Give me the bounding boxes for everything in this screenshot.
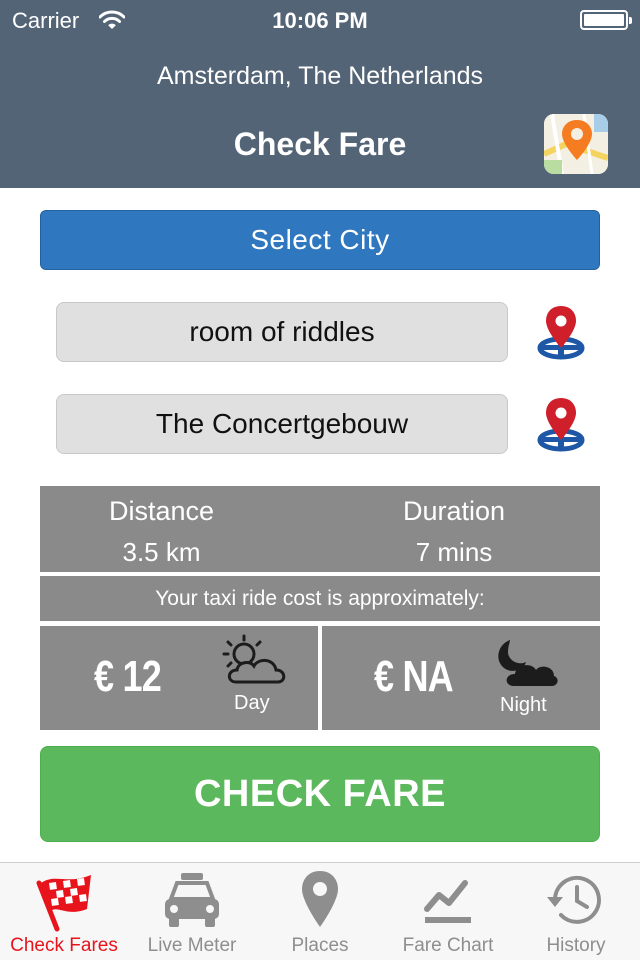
history-icon — [541, 869, 611, 933]
status-bar — [0, 0, 640, 40]
tab-label-fare-chart: Fare Chart — [402, 935, 494, 956]
map-button[interactable] — [544, 114, 608, 174]
night-fare-amount: € NA — [374, 652, 453, 701]
chart-icon — [413, 869, 483, 933]
tab-label-history: History — [546, 935, 606, 956]
checkered-flag-icon — [29, 869, 99, 933]
tab-history[interactable] — [512, 863, 640, 960]
tab-check-fares[interactable] — [0, 863, 128, 960]
destination-location-pin-icon[interactable] — [536, 396, 586, 452]
tab-bar — [0, 862, 640, 960]
current-city: Amsterdam, The Netherlands — [156, 62, 484, 90]
distance-stat — [40, 486, 283, 568]
tab-label-check-fares: Check Fares — [10, 935, 118, 956]
cost-banner: Your taxi ride cost is approximately: — [40, 576, 600, 621]
tab-places[interactable] — [256, 863, 384, 960]
tab-live-meter[interactable] — [128, 863, 256, 960]
check-fare-button[interactable]: CHECK FARE — [40, 746, 600, 842]
tab-label-places: Places — [291, 935, 349, 956]
tab-fare-chart[interactable] — [384, 863, 512, 960]
clock: 10:06 PM — [272, 8, 368, 33]
day-fare-amount: € 12 — [94, 652, 161, 701]
night-fare-box — [322, 626, 600, 730]
moon-cloud-icon — [488, 636, 560, 692]
night-label: Night — [500, 694, 547, 716]
day-label: Day — [234, 692, 270, 714]
destination-field[interactable]: The Concertgebouw — [56, 394, 508, 454]
select-city-button[interactable]: Select City — [40, 210, 600, 270]
day-fare-box — [40, 626, 318, 730]
battery-icon — [580, 10, 628, 30]
duration-value: 7 mins — [415, 537, 493, 567]
duration-label: Duration — [402, 496, 506, 526]
origin-field[interactable]: room of riddles — [56, 302, 508, 362]
header — [0, 0, 640, 188]
distance-value: 3.5 km — [122, 537, 201, 567]
carrier-label: Carrier — [12, 8, 80, 33]
page-title: Check Fare — [233, 126, 407, 162]
place-pin-icon — [285, 869, 355, 933]
origin-location-pin-icon[interactable] — [536, 304, 586, 360]
trip-stats — [40, 486, 600, 572]
distance-label: Distance — [108, 496, 215, 526]
duration-stat — [320, 486, 588, 568]
tab-label-live-meter: Live Meter — [147, 935, 237, 956]
sun-cloud-icon — [218, 634, 290, 690]
map-pin-icon — [544, 114, 608, 174]
taxi-icon — [157, 869, 227, 933]
